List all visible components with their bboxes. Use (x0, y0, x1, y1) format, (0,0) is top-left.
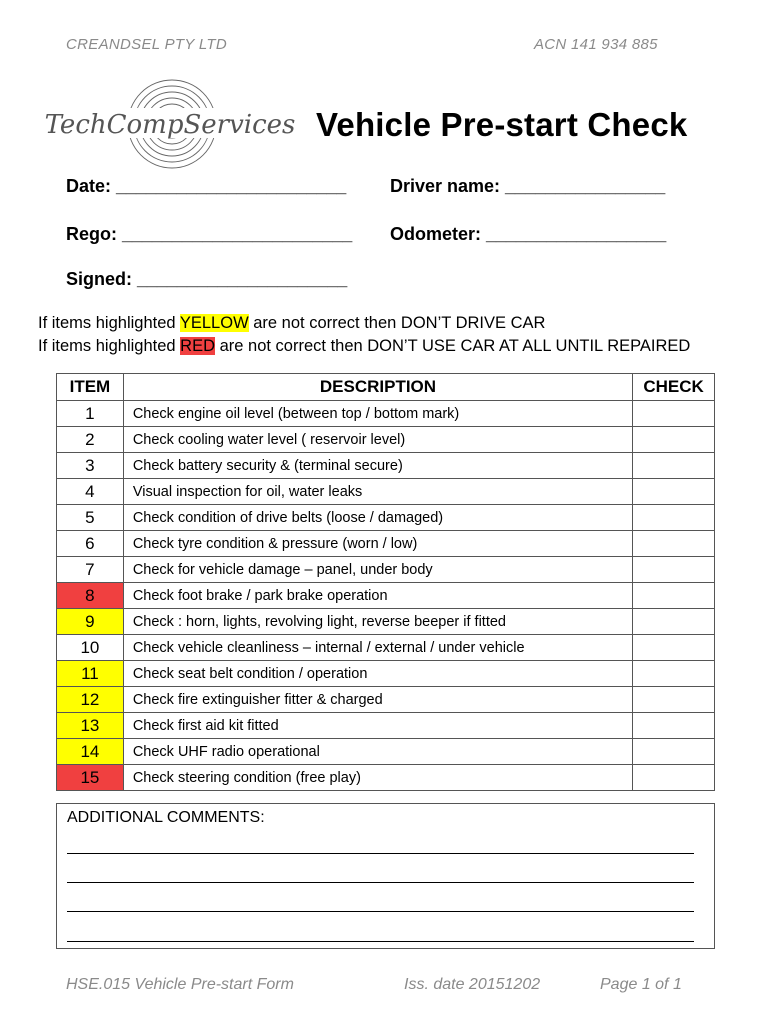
check-cell[interactable] (633, 583, 715, 609)
yellow-notice (38, 314, 545, 333)
acn-number: ACN 141 934 885 (534, 36, 658, 53)
table-row (57, 713, 715, 739)
footer-form-id: HSE.015 Vehicle Pre-start Form (66, 976, 294, 993)
item-number: 11 (57, 661, 124, 687)
table-row (57, 765, 715, 791)
item-description: Check UHF radio operational (123, 739, 632, 765)
check-cell[interactable] (633, 401, 715, 427)
item-description: Check condition of drive belts (loose / damaged) (123, 505, 632, 531)
check-cell[interactable] (633, 557, 715, 583)
company-name: CREANDSEL PTY LTD (66, 36, 227, 53)
item-description: Check foot brake / park brake operation (123, 583, 632, 609)
checklist-table (56, 373, 715, 791)
table-row (57, 479, 715, 505)
check-cell[interactable] (633, 531, 715, 557)
item-column-header: ITEM (57, 374, 124, 401)
table-row (57, 609, 715, 635)
item-number: 13 (57, 713, 124, 739)
table-row (57, 557, 715, 583)
signed-field[interactable]: Signed: _____________________ (66, 269, 348, 289)
comment-line[interactable] (67, 911, 694, 912)
item-description: Check seat belt condition / operation (123, 661, 632, 687)
red-notice (38, 337, 690, 356)
table-row (57, 453, 715, 479)
comments-label: ADDITIONAL COMMENTS: (67, 809, 265, 826)
comment-line[interactable] (67, 853, 694, 854)
item-description: Check for vehicle damage – panel, under body (123, 557, 632, 583)
notice-text: are not correct then DON’T DRIVE CAR (248, 314, 546, 332)
check-cell[interactable] (633, 661, 715, 687)
item-description: Check fire extinguisher fitter & charged (123, 687, 632, 713)
table-row (57, 687, 715, 713)
check-cell[interactable] (633, 427, 715, 453)
item-number: 4 (57, 479, 124, 505)
driver-name-field[interactable]: Driver name: ________________ (390, 176, 666, 196)
check-cell[interactable] (633, 635, 715, 661)
item-number: 7 (57, 557, 124, 583)
notice-text: If items highlighted (38, 337, 181, 355)
item-number: 14 (57, 739, 124, 765)
notice-text: If items highlighted (38, 314, 180, 332)
red-highlight: RED (180, 337, 216, 355)
additional-comments-box[interactable] (56, 803, 715, 949)
comment-line[interactable] (67, 941, 694, 942)
techcomp-logo (44, 78, 296, 170)
check-cell[interactable] (633, 609, 715, 635)
table-row (57, 635, 715, 661)
table-row (57, 505, 715, 531)
yellow-highlight: YELLOW (179, 314, 249, 332)
item-description: Check : horn, lights, revolving light, reverse beeper if fitted (123, 609, 632, 635)
item-number: 8 (57, 583, 124, 609)
check-column-header: CHECK (633, 374, 715, 401)
item-description: Check battery security & (terminal secure) (123, 453, 632, 479)
check-cell[interactable] (633, 739, 715, 765)
footer-issue-date: Iss. date 20151202 (404, 976, 541, 993)
item-number: 9 (57, 609, 124, 635)
table-row (57, 739, 715, 765)
item-description: Check steering condition (free play) (123, 765, 632, 791)
check-cell[interactable] (633, 713, 715, 739)
check-cell[interactable] (633, 453, 715, 479)
item-description: Check first aid kit fitted (123, 713, 632, 739)
table-header-row (57, 374, 715, 401)
rego-field[interactable]: Rego: _______________________ (66, 224, 353, 244)
item-number: 1 (57, 401, 124, 427)
table-row (57, 427, 715, 453)
date-field[interactable]: Date: _______________________ (66, 176, 347, 196)
item-number: 2 (57, 427, 124, 453)
odometer-field[interactable]: Odometer: __________________ (390, 224, 667, 244)
table-row (57, 401, 715, 427)
table-row (57, 583, 715, 609)
item-number: 5 (57, 505, 124, 531)
item-number: 6 (57, 531, 124, 557)
item-number: 10 (57, 635, 124, 661)
footer-page-number: Page 1 of 1 (600, 976, 682, 993)
item-number: 12 (57, 687, 124, 713)
check-cell[interactable] (633, 687, 715, 713)
page-title: Vehicle Pre-start Check (316, 106, 688, 143)
table-row (57, 531, 715, 557)
description-column-header: DESCRIPTION (123, 374, 632, 401)
item-description: Visual inspection for oil, water leaks (123, 479, 632, 505)
comment-line[interactable] (67, 882, 694, 883)
item-description: Check tyre condition & pressure (worn / low) (123, 531, 632, 557)
logo-text: TechCompServices (44, 110, 296, 140)
item-number: 15 (57, 765, 124, 791)
check-cell[interactable] (633, 479, 715, 505)
item-description: Check cooling water level ( reservoir level) (123, 427, 632, 453)
table-row (57, 661, 715, 687)
item-description: Check vehicle cleanliness – internal / external / under vehicle (123, 635, 632, 661)
check-cell[interactable] (633, 765, 715, 791)
check-cell[interactable] (633, 505, 715, 531)
item-number: 3 (57, 453, 124, 479)
item-description: Check engine oil level (between top / bottom mark) (123, 401, 632, 427)
notice-text: are not correct then DON’T USE CAR AT ALL UNTIL REPAIRED (215, 337, 691, 355)
